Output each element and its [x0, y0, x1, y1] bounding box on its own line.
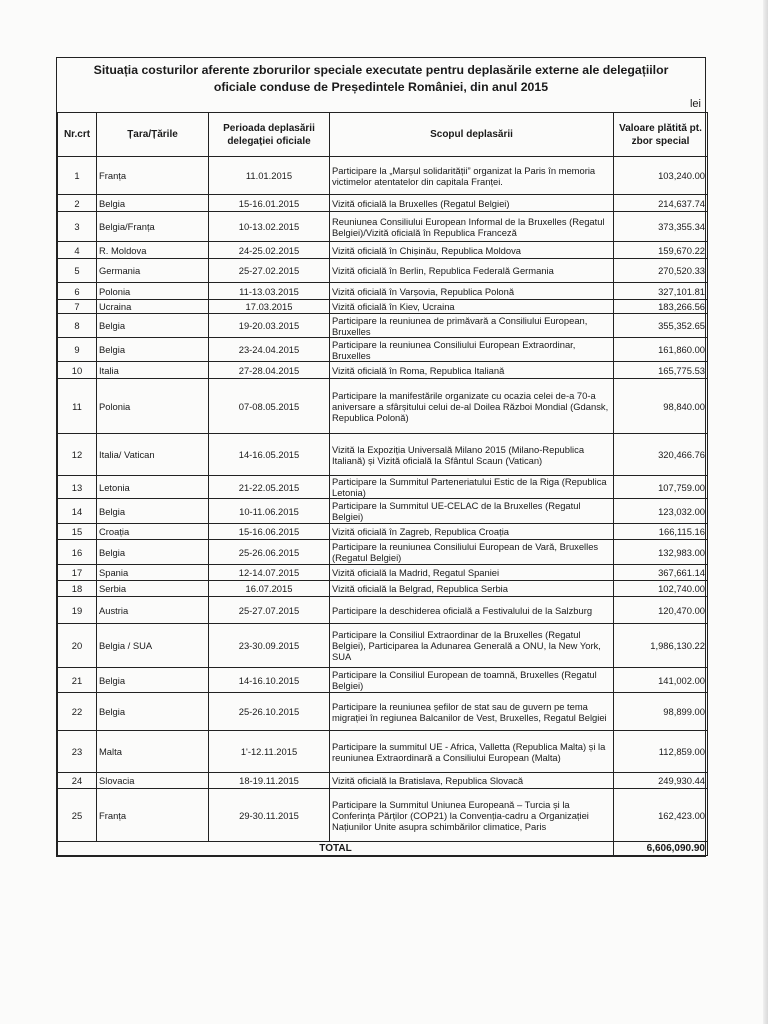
cell-tara: Belgia	[97, 195, 209, 212]
table-row	[58, 379, 708, 434]
table-row	[58, 624, 708, 668]
cell-scop: Vizită oficială la Bratislava, Republica Slovacă	[330, 773, 614, 789]
cell-valoare: 373,355.34	[614, 212, 708, 242]
cell-perioada: 23-30.09.2015	[209, 624, 330, 668]
cell-nr: 20	[58, 624, 97, 668]
cell-scop: Participare la Summitul UE-CELAC de la Bruxelles (Regatul Belgiei)	[330, 499, 614, 524]
cell-valoare: 320,466.76	[614, 434, 708, 476]
cell-tara: Polonia	[97, 379, 209, 434]
scan-edge	[763, 0, 768, 1024]
cell-perioada: 12-14.07.2015	[209, 565, 330, 581]
cell-scop: Participare la Consiliul Extraordinar de la Bruxelles (Regatul Belgiei), Participarea la Adunarea Generală a ONU, la New York, SUA	[330, 624, 614, 668]
cell-scop: Vizită oficială în Varșovia, Republica Polonă	[330, 283, 614, 300]
cell-scop: Vizită oficială în Chișinău, Republica Moldova	[330, 242, 614, 259]
cell-valoare: 103,240.00	[614, 157, 708, 195]
total-value: 6,606,090.90	[614, 842, 708, 856]
cell-valoare: 102,740.00	[614, 581, 708, 597]
title-line-1: Situația costurilor aferente zborurilor speciale executate pentru deplasările externe ale delegațiilor	[93, 63, 669, 77]
cell-valoare: 120,470.00	[614, 597, 708, 624]
cell-tara: R. Moldova	[97, 242, 209, 259]
cell-valoare: 1,986,130.22	[614, 624, 708, 668]
cell-valoare: 161,860.00	[614, 338, 708, 362]
table-row	[58, 789, 708, 842]
table-row	[58, 499, 708, 524]
title-line-2: oficiale conduse de Președintele României, din anul 2015	[213, 80, 549, 94]
cell-tara: Serbia	[97, 581, 209, 597]
cell-nr: 3	[58, 212, 97, 242]
cell-nr: 9	[58, 338, 97, 362]
cell-perioada: 29-30.11.2015	[209, 789, 330, 842]
cell-perioada: 16.07.2015	[209, 581, 330, 597]
cell-perioada: 25-26.10.2015	[209, 693, 330, 731]
cell-perioada: 24-25.02.2015	[209, 242, 330, 259]
cell-tara: Belgia / SUA	[97, 624, 209, 668]
cell-perioada: 15-16.01.2015	[209, 195, 330, 212]
cell-perioada: 17.03.2015	[209, 300, 330, 314]
cell-valoare: 112,859.00	[614, 731, 708, 773]
table-row	[58, 597, 708, 624]
cell-nr: 15	[58, 524, 97, 540]
cell-perioada: 11.01.2015	[209, 157, 330, 195]
cell-nr: 5	[58, 259, 97, 283]
cell-perioada: 25-27.07.2015	[209, 597, 330, 624]
header-nr: Nr.crt	[58, 113, 97, 157]
cell-tara: Belgia	[97, 338, 209, 362]
cell-nr: 17	[58, 565, 97, 581]
cell-perioada: 11-13.03.2015	[209, 283, 330, 300]
cell-scop: Participare la Summitul Uniunea Europeană – Turcia și la Conferința Părților (COP21) la Convenția-cadru a Organizației Națiunilor Unite asupra schimbărilor climatice, Paris	[330, 789, 614, 842]
table-row	[58, 581, 708, 597]
cell-nr: 14	[58, 499, 97, 524]
cell-valoare: 141,002.00	[614, 668, 708, 693]
cell-nr: 16	[58, 540, 97, 565]
cell-valoare: 183,266.56	[614, 300, 708, 314]
cell-scop: Vizită oficială în Kiev, Ucraina	[330, 300, 614, 314]
cell-nr: 13	[58, 476, 97, 499]
table-row	[58, 693, 708, 731]
table-row	[58, 212, 708, 242]
cell-tara: Austria	[97, 597, 209, 624]
cell-tara: Belgia/Franța	[97, 212, 209, 242]
table-body	[58, 157, 708, 842]
cell-perioada: 10-13.02.2015	[209, 212, 330, 242]
cell-valoare: 159,670.22	[614, 242, 708, 259]
table-row	[58, 157, 708, 195]
cell-nr: 12	[58, 434, 97, 476]
cell-tara: Croația	[97, 524, 209, 540]
cell-nr: 8	[58, 314, 97, 338]
cell-perioada: 14-16.05.2015	[209, 434, 330, 476]
table-row	[58, 476, 708, 499]
cell-perioada: 21-22.05.2015	[209, 476, 330, 499]
cell-valoare: 355,352.65	[614, 314, 708, 338]
cell-valoare: 165,775.53	[614, 362, 708, 379]
table-row	[58, 565, 708, 581]
table-row	[58, 242, 708, 259]
cell-nr: 4	[58, 242, 97, 259]
table-row	[58, 773, 708, 789]
cell-tara: Franța	[97, 789, 209, 842]
cell-tara: Franța	[97, 157, 209, 195]
table-row	[58, 731, 708, 773]
cell-nr: 23	[58, 731, 97, 773]
cell-valoare: 98,840.00	[614, 379, 708, 434]
currency-unit: lei	[689, 98, 701, 110]
cell-nr: 1	[58, 157, 97, 195]
document-title	[57, 58, 705, 96]
cell-perioada: 07-08.05.2015	[209, 379, 330, 434]
cell-nr: 18	[58, 581, 97, 597]
cell-perioada: 10-11.06.2015	[209, 499, 330, 524]
cell-tara: Spania	[97, 565, 209, 581]
cell-nr: 10	[58, 362, 97, 379]
cell-tara: Belgia	[97, 693, 209, 731]
cell-perioada: 25-26.06.2015	[209, 540, 330, 565]
cell-valoare: 327,101.81	[614, 283, 708, 300]
cell-perioada: 23-24.04.2015	[209, 338, 330, 362]
total-row	[58, 842, 708, 856]
table-row	[58, 283, 708, 300]
cell-scop: Vizită la Expoziția Universală Milano 2015 (Milano-Republica Italiană) și Vizită oficială la Sfântul Scaun (Vatican)	[330, 434, 614, 476]
cell-tara: Belgia	[97, 668, 209, 693]
cell-valoare: 214,637.74	[614, 195, 708, 212]
cell-scop: Vizită oficială în Roma, Republica Italiană	[330, 362, 614, 379]
cell-tara: Belgia	[97, 499, 209, 524]
table-row	[58, 524, 708, 540]
cell-tara: Belgia	[97, 314, 209, 338]
header-perioada: Perioada deplasării delegației oficiale	[209, 113, 330, 157]
cell-valoare: 367,661.14	[614, 565, 708, 581]
cell-perioada: 18-19.11.2015	[209, 773, 330, 789]
cell-scop: Reuniunea Consiliului European Informal de la Bruxelles (Regatul Belgiei)/Vizită oficială în Republica Franceză	[330, 212, 614, 242]
cell-valoare: 132,983.00	[614, 540, 708, 565]
cell-perioada: 25-27.02.2015	[209, 259, 330, 283]
table-header-row	[58, 113, 708, 157]
cell-nr: 2	[58, 195, 97, 212]
table-row	[58, 338, 708, 362]
cell-valoare: 249,930.44	[614, 773, 708, 789]
cell-scop: Participare la summitul UE - Africa, Valletta (Republica Malta) și la reuniunea Extraordinară a Consiliului European (Malta)	[330, 731, 614, 773]
cell-scop: Vizită oficială la Madrid, Regatul Spaniei	[330, 565, 614, 581]
table-row	[58, 259, 708, 283]
cell-valoare: 123,032.00	[614, 499, 708, 524]
cell-perioada: 1'-12.11.2015	[209, 731, 330, 773]
cell-tara: Ucraina	[97, 300, 209, 314]
cell-nr: 19	[58, 597, 97, 624]
costs-table	[57, 112, 708, 856]
cell-scop: Vizită oficială la Bruxelles (Regatul Belgiei)	[330, 195, 614, 212]
cell-scop: Participare la „Marșul solidarității” organizat la Paris în memoria victimelor atentatelor din capitala Franței.	[330, 157, 614, 195]
cell-nr: 22	[58, 693, 97, 731]
cell-nr: 21	[58, 668, 97, 693]
table-row	[58, 540, 708, 565]
cell-scop: Participare la deschiderea oficială a Festivalului de la Salzburg	[330, 597, 614, 624]
total-label: TOTAL	[58, 842, 614, 856]
cell-tara: Slovacia	[97, 773, 209, 789]
table-row	[58, 668, 708, 693]
cell-valoare: 166,115.16	[614, 524, 708, 540]
cell-scop: Participare la reuniunea Consiliului European Extraordinar, Bruxelles	[330, 338, 614, 362]
cell-nr: 11	[58, 379, 97, 434]
cell-scop: Vizită oficială în Zagreb, Republica Croația	[330, 524, 614, 540]
table-row	[58, 300, 708, 314]
cell-perioada: 19-20.03.2015	[209, 314, 330, 338]
cell-tara: Polonia	[97, 283, 209, 300]
cell-tara: Germania	[97, 259, 209, 283]
cell-valoare: 98,899.00	[614, 693, 708, 731]
cell-valoare: 107,759.00	[614, 476, 708, 499]
cell-valoare: 270,520.33	[614, 259, 708, 283]
cell-scop: Participare la reuniunea șefilor de stat sau de guvern pe tema migrației în regiunea Balcanilor de Vest, Bruxelles, Regatul Belgiei	[330, 693, 614, 731]
cell-perioada: 14-16.10.2015	[209, 668, 330, 693]
cell-perioada: 27-28.04.2015	[209, 362, 330, 379]
table-row	[58, 195, 708, 212]
cell-scop: Vizită oficială la Belgrad, Republica Serbia	[330, 581, 614, 597]
cell-scop: Participare la reuniunea Consiliului European de Vară, Bruxelles (Regatul Belgiei)	[330, 540, 614, 565]
table-row	[58, 362, 708, 379]
table-row	[58, 314, 708, 338]
cell-tara: Italia	[97, 362, 209, 379]
cell-valoare: 162,423.00	[614, 789, 708, 842]
table-row	[58, 434, 708, 476]
cell-perioada: 15-16.06.2015	[209, 524, 330, 540]
cell-nr: 25	[58, 789, 97, 842]
cell-scop: Participare la Summitul Parteneriatului Estic de la Riga (Republica Letonia)	[330, 476, 614, 499]
header-scop: Scopul deplasării	[330, 113, 614, 157]
cell-nr: 24	[58, 773, 97, 789]
cell-scop: Vizită oficială în Berlin, Republica Federală Germania	[330, 259, 614, 283]
cell-tara: Italia/ Vatican	[97, 434, 209, 476]
cell-tara: Malta	[97, 731, 209, 773]
cell-nr: 6	[58, 283, 97, 300]
cell-scop: Participare la reuniunea de primăvară a Consiliului European, Bruxelles	[330, 314, 614, 338]
cell-nr: 7	[58, 300, 97, 314]
cell-scop: Participare la manifestările organizate cu ocazia celei de-a 70-a aniversare a sfârșitului celui de-al Doilea Război Mondial (Gdansk, Republica Polonă)	[330, 379, 614, 434]
header-tara: Țara/Țările	[97, 113, 209, 157]
header-valoare: Valoare plătită pt. zbor special	[614, 113, 708, 157]
cell-scop: Participare la Consiliul European de toamnă, Bruxelles (Regatul Belgiei)	[330, 668, 614, 693]
cell-tara: Belgia	[97, 540, 209, 565]
cell-tara: Letonia	[97, 476, 209, 499]
document-frame	[56, 57, 706, 857]
